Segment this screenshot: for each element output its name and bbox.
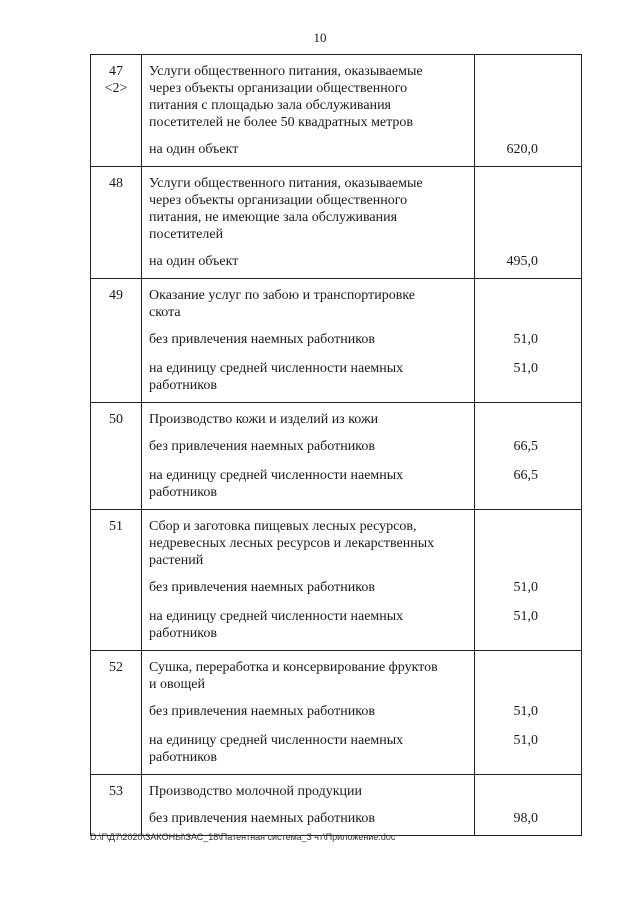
activity-title-line: посетителей не более 50 квадратных метров (149, 115, 414, 130)
activity-title-cell (142, 510, 475, 574)
rate-basis-line: без привлечения наемных работников (149, 811, 375, 826)
rate-value: 66,5 (513, 468, 538, 483)
rate-basis-cell (142, 455, 475, 510)
table-row (91, 573, 582, 596)
table-row (91, 697, 582, 720)
rate-basis-line: на единицу средней численности наемных (149, 733, 404, 748)
row-number-cell (91, 510, 142, 651)
activity-title-cell (142, 651, 475, 698)
row-number-cell (91, 167, 142, 279)
rate-basis-cell (142, 432, 475, 455)
activity-title-line: через объекты организации общественного (149, 193, 408, 208)
rate-value-cell (475, 697, 582, 720)
rate-value-cell (475, 135, 582, 167)
rate-basis-line: работников (149, 750, 217, 765)
row-number: 48 (109, 176, 123, 191)
rate-basis-line: на один объект (149, 254, 239, 269)
page-number: 10 (313, 30, 327, 45)
activity-title-cell (142, 55, 475, 136)
table-row (91, 247, 582, 279)
activity-title-line: Услуги общественного питания, оказываемые (149, 64, 423, 79)
file-path-footer: D:\Г\Д7\2020\ЗАКОНЫ\ЗАС_18\Патентная система_3 чт\Приложение.doc (90, 832, 396, 842)
table-row (91, 279, 582, 326)
rate-basis-cell (142, 135, 475, 167)
rate-value: 51,0 (513, 609, 538, 624)
row-number-cell (91, 775, 142, 836)
rate-basis-line: работников (149, 626, 217, 641)
row-number: 53 (109, 784, 123, 799)
activity-title-cell (142, 279, 475, 326)
rate-basis-line: работников (149, 485, 217, 500)
activity-title-line: Сбор и заготовка пищевых лесных ресурсов, (149, 519, 417, 534)
activity-title-cell (142, 403, 475, 433)
activity-title-line: Услуги общественного питания, оказываемые (149, 176, 423, 191)
rate-value: 495,0 (506, 254, 538, 269)
row-number-cell (91, 55, 142, 167)
row-number-cell (91, 279, 142, 403)
table-row (91, 596, 582, 651)
activity-title-line: растений (149, 553, 204, 568)
empty-value-cell (475, 279, 582, 326)
row-number: 50 (109, 412, 123, 427)
table-row (91, 167, 582, 248)
row-number-cell (91, 651, 142, 775)
row-number-cell (91, 403, 142, 510)
rate-value-cell (475, 325, 582, 348)
empty-value-cell (475, 167, 582, 248)
table-row (91, 775, 582, 805)
rate-basis-line: на единицу средней численности наемных (149, 468, 404, 483)
rate-basis-line: без привлечения наемных работников (149, 580, 375, 595)
table-row (91, 325, 582, 348)
rate-basis-line: без привлечения наемных работников (149, 704, 375, 719)
row-number: 52 (109, 660, 123, 675)
rate-basis-line: на единицу средней численности наемных (149, 361, 404, 376)
activity-title-cell (142, 167, 475, 248)
activity-title-line: скота (149, 305, 181, 320)
rate-value: 66,5 (513, 439, 538, 454)
table-row (91, 55, 582, 136)
rate-value: 51,0 (513, 332, 538, 347)
rate-basis-line: работников (149, 378, 217, 393)
row-number-note: <2> (104, 81, 128, 96)
rate-value: 51,0 (513, 733, 538, 748)
table-row (91, 510, 582, 574)
rate-basis-cell (142, 247, 475, 279)
patent-rates-table (90, 54, 582, 836)
rate-value-cell (475, 720, 582, 775)
table-row (91, 720, 582, 775)
empty-value-cell (475, 55, 582, 136)
rate-basis-line: на один объект (149, 142, 239, 157)
rate-value-cell (475, 804, 582, 836)
rate-value: 51,0 (513, 361, 538, 376)
activity-title-line: питания, не имеющие зала обслуживания (149, 210, 398, 225)
empty-value-cell (475, 651, 582, 698)
row-number: 47 (109, 64, 123, 79)
table-row (91, 348, 582, 403)
activity-title-cell (142, 775, 475, 805)
rate-basis-cell (142, 573, 475, 596)
rate-basis-cell (142, 697, 475, 720)
activity-title-line: Оказание услуг по забою и транспортировке (149, 288, 416, 303)
rate-basis-cell (142, 804, 475, 836)
rate-value-cell (475, 596, 582, 651)
activity-title-line: Сушка, переработка и консервирование фруктов (149, 660, 438, 675)
table-row (91, 135, 582, 167)
rate-value: 51,0 (513, 580, 538, 595)
rate-basis-cell (142, 720, 475, 775)
rate-value-cell (475, 455, 582, 510)
rate-basis-cell (142, 596, 475, 651)
rate-basis-line: на единицу средней численности наемных (149, 609, 404, 624)
activity-title-line: и овощей (149, 677, 205, 692)
empty-value-cell (475, 403, 582, 433)
empty-value-cell (475, 510, 582, 574)
rate-value-cell (475, 573, 582, 596)
empty-value-cell (475, 775, 582, 805)
rate-value-cell (475, 432, 582, 455)
activity-title-line: Производство молочной продукции (149, 784, 363, 799)
row-number: 51 (109, 519, 123, 534)
rate-value-cell (475, 348, 582, 403)
activity-title-line: через объекты организации общественного (149, 81, 408, 96)
rate-value: 51,0 (513, 704, 538, 719)
rate-value: 98,0 (513, 811, 538, 826)
rate-basis-cell (142, 348, 475, 403)
rate-value: 620,0 (506, 142, 538, 157)
rate-basis-line: без привлечения наемных работников (149, 332, 375, 347)
table-row (91, 804, 582, 836)
activity-title-line: Производство кожи и изделий из кожи (149, 412, 379, 427)
activity-title-line: недревесных лесных ресурсов и лекарственных (149, 536, 435, 551)
table-row (91, 432, 582, 455)
table-row (91, 651, 582, 698)
activity-title-line: питания с площадью зала обслуживания (149, 98, 391, 113)
table-row (91, 403, 582, 433)
table-row (91, 455, 582, 510)
rate-value-cell (475, 247, 582, 279)
activity-title-line: посетителей (149, 227, 224, 242)
row-number: 49 (109, 288, 123, 303)
rate-basis-line: без привлечения наемных работников (149, 439, 375, 454)
rate-basis-cell (142, 325, 475, 348)
